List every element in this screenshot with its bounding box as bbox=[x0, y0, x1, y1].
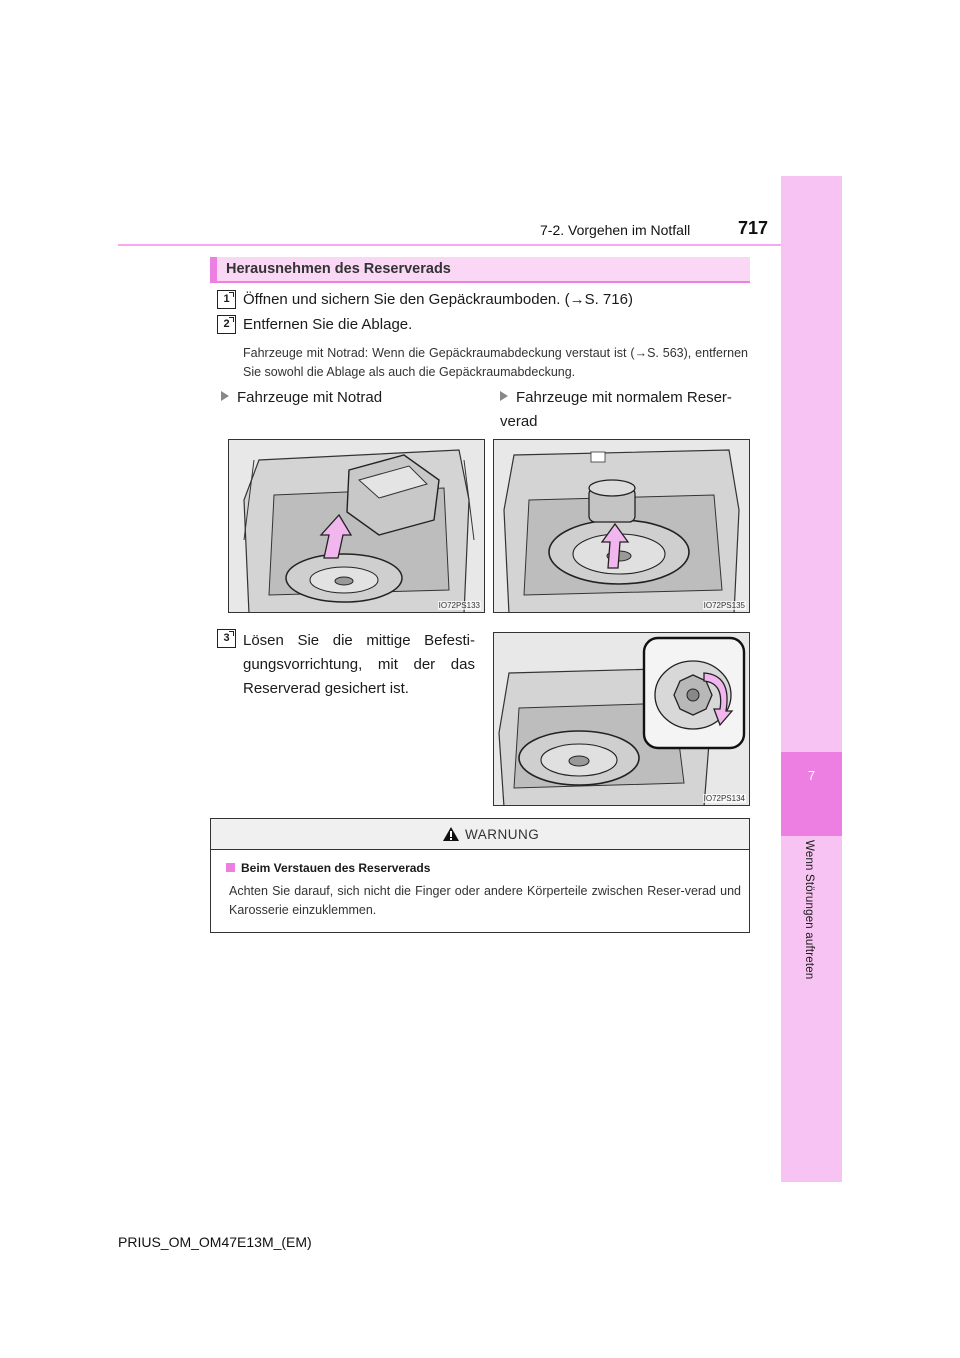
warning-title bbox=[226, 861, 430, 875]
figure-code-3: IO72PS134 bbox=[703, 794, 745, 803]
page-number: 717 bbox=[738, 218, 769, 238]
warning-title-text: Beim Verstauen des Reserverads bbox=[241, 861, 431, 875]
chapter-number-tab bbox=[781, 752, 842, 836]
section-heading bbox=[210, 257, 750, 283]
chapter-title: Wenn Störungen auftreten bbox=[803, 840, 815, 980]
section-heading-text: Herausnehmen des Reserverads bbox=[226, 261, 451, 277]
warning-triangle-icon bbox=[442, 826, 460, 842]
figure-normal-trunk bbox=[493, 439, 750, 613]
step-2-note: Fahrzeuge mit Notrad: Wenn die Gepäckraumabdeckung verstaut ist (→S. 563), entfernen Sie sowohl die Ablage als auch die Gepäckraumabdeckung. bbox=[243, 346, 748, 379]
warning-label: WARNUNG bbox=[465, 827, 540, 842]
variant-label-notrad bbox=[221, 386, 471, 410]
section-heading-bar bbox=[210, 257, 217, 283]
warning-body: Achten Sie darauf, sich nicht die Finger oder andere Körperteile zwischen Reser-verad und Karosserie einzuklemmen. bbox=[229, 884, 741, 917]
header-rule bbox=[118, 244, 781, 246]
center-fastener-illustration bbox=[494, 633, 750, 806]
document-footer-code: PRIUS_OM_OM47E13M_(EM) bbox=[118, 1234, 312, 1250]
chapter-number: 7 bbox=[807, 768, 816, 783]
variant-label-notrad-text: Fahrzeuge mit Notrad bbox=[237, 389, 383, 406]
warning-box bbox=[210, 818, 750, 933]
figure-notrad-trunk bbox=[228, 439, 485, 613]
figure-code-1: IO72PS133 bbox=[438, 601, 480, 610]
figure-code-2: IO72PS135 bbox=[703, 601, 745, 610]
trunk-notrad-illustration bbox=[229, 440, 485, 613]
triangle-bullet-icon bbox=[221, 391, 229, 401]
step-number-1: 1 bbox=[217, 290, 236, 309]
triangle-bullet-icon bbox=[500, 391, 508, 401]
header-section-title: 7-2. Vorgehen im Notfall bbox=[540, 222, 691, 238]
step-number-3: 3 bbox=[217, 629, 236, 648]
step-1-text: Öffnen und sichern Sie den Gepäckraumboden. (→S. 716) bbox=[243, 291, 633, 308]
variant-label-normal-text: Fahrzeuge mit normalem Reser-verad bbox=[500, 389, 732, 430]
step-3-text: Lösen Sie die mittige Befesti-gungsvorrichtung, mit der das Reserverad gesichert ist. bbox=[243, 632, 475, 697]
trunk-normal-illustration bbox=[494, 440, 750, 613]
variant-label-normal bbox=[500, 386, 750, 434]
square-bullet-icon bbox=[226, 863, 235, 872]
warning-header bbox=[211, 819, 749, 850]
chapter-title-container bbox=[781, 840, 842, 1160]
figure-center-fastener bbox=[493, 632, 750, 806]
step-2-text: Entfernen Sie die Ablage. bbox=[243, 316, 413, 333]
step-number-2: 2 bbox=[217, 315, 236, 334]
